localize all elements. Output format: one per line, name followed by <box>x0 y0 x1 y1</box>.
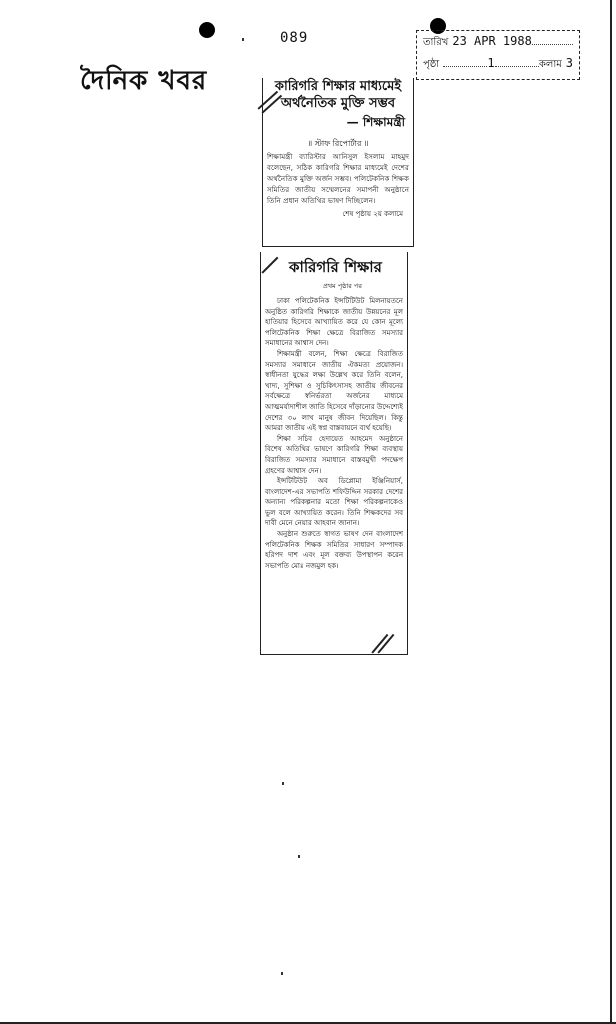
article2-paragraph: শিক্ষামন্ত্রী বলেন, শিক্ষা ক্ষেত্রে বিরাজিত সমস্যার সমাধানে জাতীয় ঐকমত্য প্রয়োজন। স্বাধীনতা যুদ্ধের লক্ষ্য উল্লেখ করে তিনি বলেন, খাদ্য, সুশিক্ষা ও সুচিকিৎসাসহ জাতীয় জীবনের সর্বক্ষেত্রে স্বনির্ভরতা অর্জনের মাধ্যমে আত্মমর্যাদাশীল জাতি হিসেবে দাঁড়ানোর উদ্দেশ্যেই দেশের ৩০ লাখ মানুষ জীবন দিয়েছিল। কিন্তু আমরা জাতীয় এই স্বপ্ন বাস্তবায়নে ব্যর্থ হয়েছি। <box>265 349 403 433</box>
article1-byline: — শিক্ষামন্ত্রী <box>346 115 405 129</box>
page-column-row <box>423 56 573 78</box>
scan-speck <box>281 972 283 975</box>
article2-paragraph: শিক্ষা সচিব হেদায়েত আহমেদ অনুষ্ঠানে বিশেষ অতিথির ভাষণে কারিগরি শিক্ষা ব্যবস্থায় বিরাজিত সমস্যার সমাধানে বাস্তবমুখী পদক্ষেপ গ্রহণের আশ্বাস দেন। <box>265 434 403 475</box>
article2-paragraph: ইন্সটিটিউট অব ডিপ্লোমা ইঞ্জিনিয়ার্স, বাংলাদেশ-এর সভাপতি শফিউদ্দিন সরকার দেশের অন্যান্য পরিকল্পনার মতো শিক্ষা পরিকল্পনাকেও ভুল বলে আখ্যায়িত করেন। তিনি শিক্ষকদের সব দাবী মেনে নেয়ার আহবান জানান। <box>265 477 403 528</box>
article-clipping-1 <box>262 78 414 247</box>
column-label: কলাম <box>538 59 562 70</box>
article2-body <box>261 296 407 571</box>
page-dots <box>443 56 487 67</box>
scan-speck <box>282 782 284 785</box>
article1-reporter: ॥ স্টাফ রিপোর্টার ॥ <box>307 139 369 148</box>
date-label: তারিখ <box>423 37 449 48</box>
newspaper-masthead: দৈনিক খবর <box>80 66 208 96</box>
date-value: 23 APR 1988 <box>452 34 532 48</box>
scan-speck <box>298 855 300 858</box>
punch-hole-left <box>199 22 215 38</box>
article1-headline: কারিগরি শিক্ষার মাধ্যমেই অর্থনৈতিক মুক্তি সম্ভব <box>274 79 402 111</box>
article2-paragraph: ঢাকা পলিটেকনিক ইন্সটিটিউট মিলনায়তনে অনুষ্ঠিত কারিগরি শিক্ষাকে জাতীয় উন্নয়নের মূল হাতিয়ার হিসেবে আখ্যায়িত করে যে কোন মূল্যে পলিটেকনিক শিক্ষা ক্ষেত্রে বিরাজিত সমস্যার সমাধানের আশ্বাস দেন। <box>265 297 403 348</box>
scan-speck <box>242 38 244 41</box>
article2-headline: কারিগরি শিক্ষার <box>289 258 382 276</box>
page-dots-2 <box>495 56 539 67</box>
page-edge-right <box>610 0 612 1024</box>
article-clipping-2 <box>260 252 408 655</box>
page-value: 1 <box>487 56 495 70</box>
article1-continued: শেষ পৃষ্ঠায় ২য় কলামে <box>342 210 403 218</box>
date-dots <box>532 34 573 45</box>
article1-body: শিক্ষামন্ত্রী ব্যারিস্টার আনিসুল ইসলাম মাহমুদ বলেছেন, সঠিক কারিগরি শিক্ষার মাধ্যমেই দেশের অর্থনৈতিক মুক্তি অর্জন সম্ভব। পলিটেকনিক শিক্ষক সমিতির জাতীয় সম্মেলনের সমাপনী অনুষ্ঠানে তিনি প্রধান অতিথির ভাষণ দিচ্ছিলেন। <box>267 152 409 205</box>
page-label: পৃষ্ঠা <box>423 59 440 70</box>
page-number: 089 <box>280 30 309 46</box>
article2-subheading: প্রথম পৃষ্ঠার পর <box>323 282 362 290</box>
column-value: 3 <box>565 56 574 70</box>
article2-paragraph: অনুষ্ঠান শুরুতে স্বাগত ভাষণ দেন বাংলাদেশ পলিটেকনিক শিক্ষক সমিতির সাধারণ সম্পাদক হরিপদ দাশ এবং মূল বক্তব্য উপস্থাপন করেন সভাপতি মোঃ নজমুল হক। <box>265 530 403 570</box>
date-stamp <box>416 30 580 80</box>
date-row <box>423 34 573 56</box>
